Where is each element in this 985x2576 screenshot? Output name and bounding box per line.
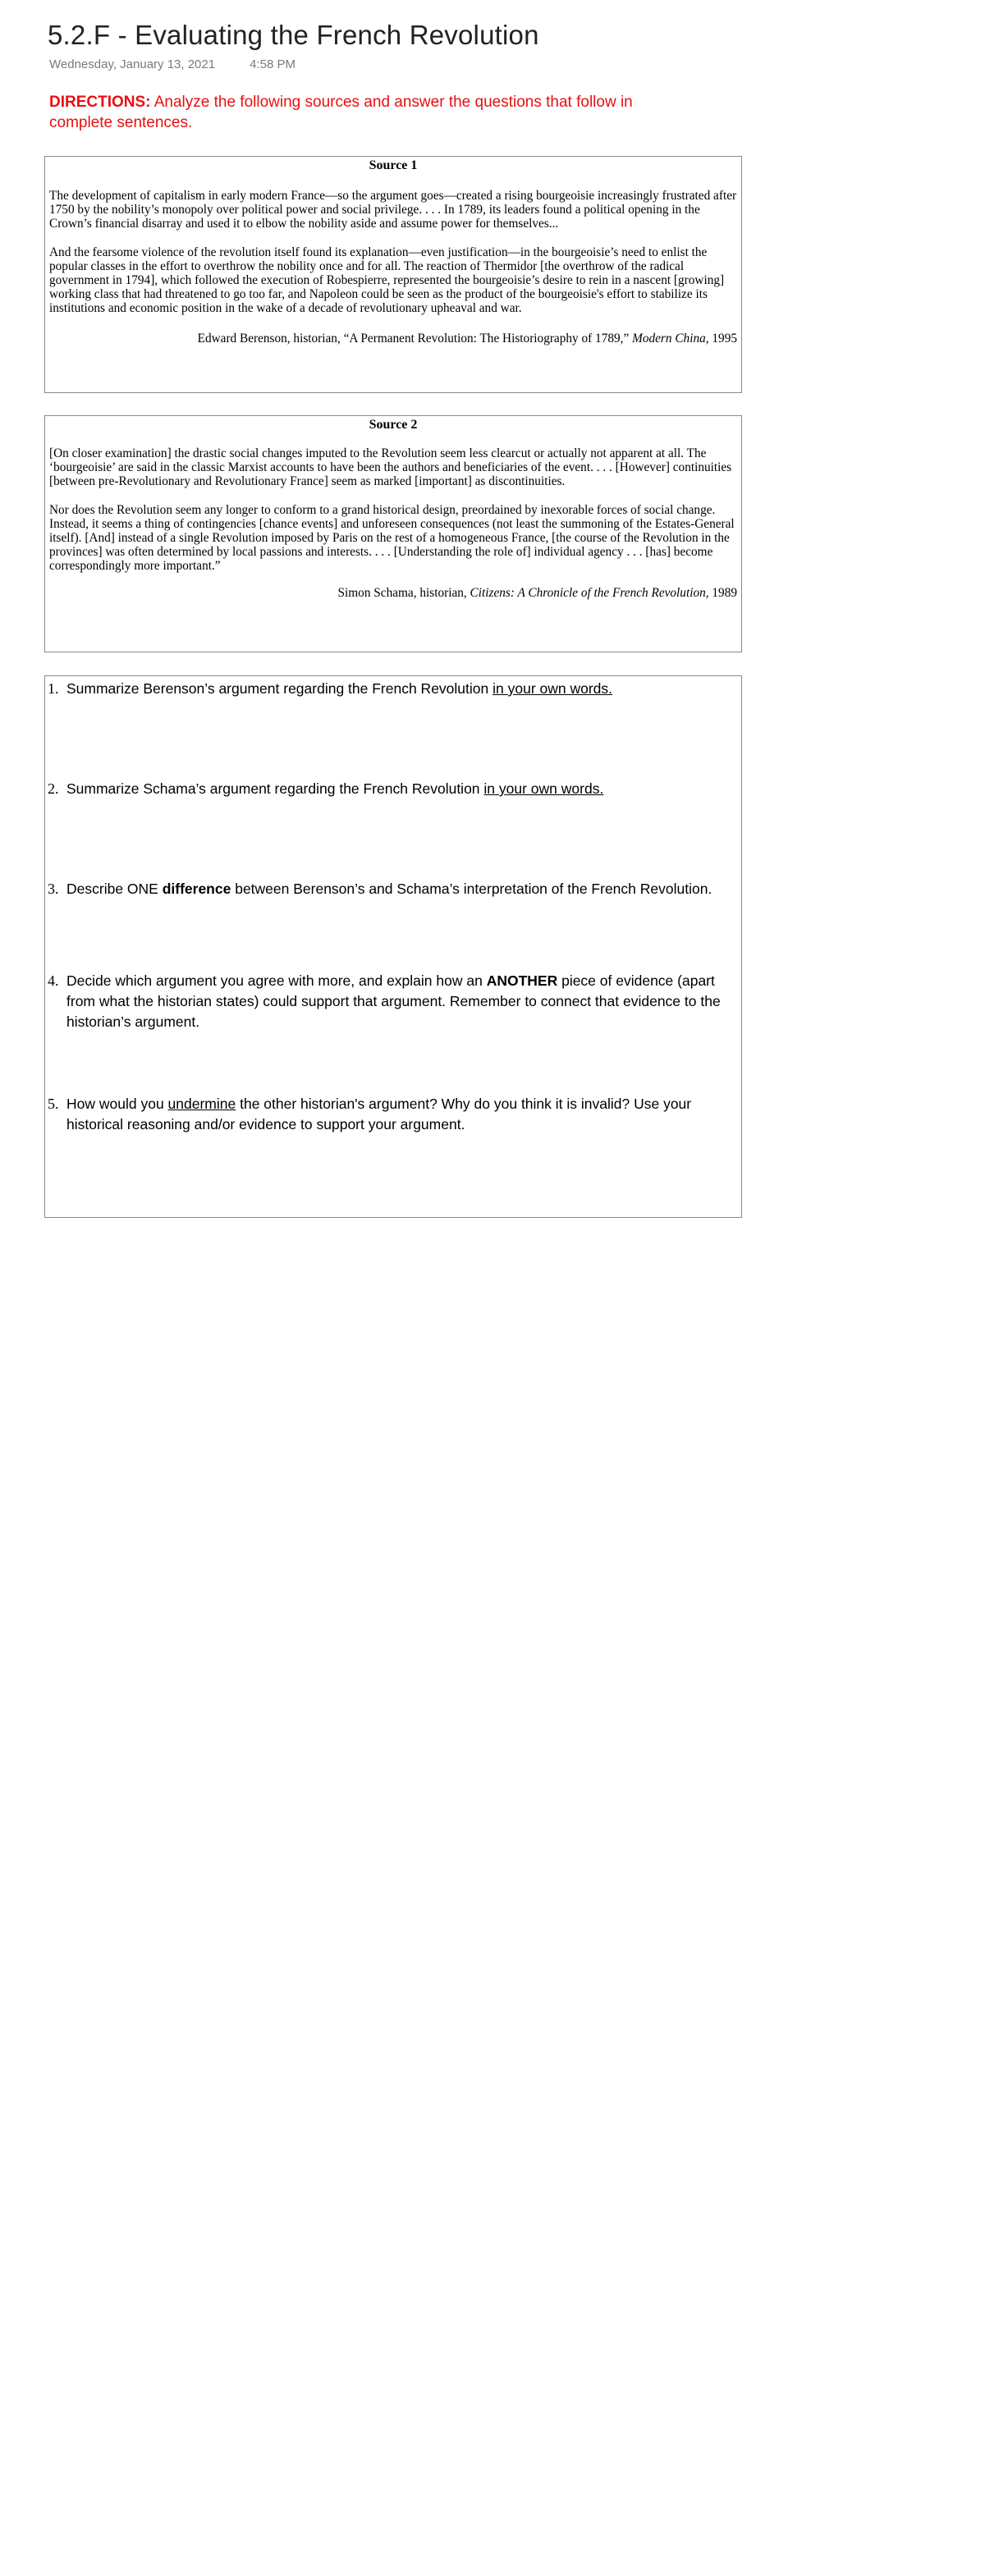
question-4-text (66, 971, 736, 1032)
source-2-citation-author: Simon Schama, historian, (337, 586, 470, 600)
question-2-number: 2. (48, 780, 59, 797)
page-date: Wednesday, January 13, 2021 (49, 57, 216, 71)
question-2-text (66, 779, 736, 799)
question-2-emphasis: in your own words. (483, 780, 604, 797)
question-1-prompt: Summarize Berenson’s argument regarding the French Revolution (66, 680, 493, 697)
source-1-citation (49, 332, 737, 345)
question-3-emphasis: difference (162, 881, 231, 897)
question-4-prompt-end: piece of evidence (apart from what the historian states) could support that argument. Remember to connect that evidence to the historian’s argument. (66, 972, 721, 1030)
source-2-paragraph-1: [On closer examination] the drastic social changes imputed to the Revolution seem less clearcut or actually not apparent at all. The ‘bourgeoisie’ are said in the classic Marxist accounts to have been the authors and beneficiaries of the event. . . . [However] continuities [between pre-Revolutionary and Revolutionary France] seem as marked [important] as discontinuities. (49, 446, 732, 488)
question-1-emphasis: in your own words. (492, 680, 613, 697)
source-2-citation-year: , 1989 (705, 586, 737, 600)
page-timestamp (49, 57, 296, 71)
source-1-citation-author: Edward Berenson, historian, “A Permanent Revolution: The Historiography of 1789,” (197, 332, 633, 345)
source-1-box (44, 156, 742, 393)
question-5 (48, 1094, 736, 1135)
source-2-box (44, 415, 742, 652)
question-4-emphasis: ANOTHER (486, 972, 558, 989)
question-4-prompt-start: Decide which argument you agree with more, and explain how an (66, 972, 487, 989)
question-1-text (66, 679, 736, 699)
question-5-number: 5. (48, 1096, 59, 1112)
questions-box[interactable] (44, 675, 742, 1218)
question-4-number: 4. (48, 972, 59, 989)
page-title: 5.2.F - Evaluating the French Revolution (48, 20, 539, 50)
source-1-citation-publication: Modern China (632, 332, 706, 345)
question-2 (48, 779, 736, 799)
directions-text: Analyze the following sources and answer the questions that follow in complete sentences. (49, 94, 633, 131)
question-5-prompt-start: How would you (66, 1096, 168, 1112)
question-5-prompt-end: the other historian's argument? Why do you think it is invalid? Use your historical reasoning and/or evidence to support your argument. (66, 1096, 692, 1132)
question-2-prompt: Summarize Schama’s argument regarding the French Revolution (66, 780, 484, 797)
source-1-citation-year: , 1995 (705, 332, 737, 345)
source-1-paragraph-1: The development of capitalism in early modern France—so the argument goes—created a rising bourgeoisie increasingly frustrated after 1750 by the nobility’s monopoly over political power and social privilege. . . . In 1789, its leaders found a political opening in the Crown’s financial disarray and used it to elbow the nobility aside and assume power for themselves... (49, 189, 737, 231)
page-time: 4:58 PM (250, 57, 296, 71)
source-2-citation (49, 586, 737, 600)
source-1-heading: Source 1 (369, 158, 418, 172)
question-3-prompt-end: between Berenson’s and Schama’s interpretation of the French Revolution. (231, 881, 712, 897)
question-3-text (66, 879, 736, 899)
question-4 (48, 971, 736, 1032)
source-1-paragraph-2: And the fearsome violence of the revolution itself found its explanation—even justification—in the bourgeoisie’s need to enlist the popular classes in the effort to overthrow the nobility once and for all. The reaction of Thermidor [the overthrow of the radical government in 1794], which followed the execution of Robespierre, represented the bourgeoisie’s desire to rein in a nascent [growing] working class that had threatened to go too far, and Napoleon could be seen as the product of the bourgeoisie's effort to stabilize its institutions and economic position in the wake of a decade of revolutionary upheaval and war. (49, 245, 725, 315)
question-5-text (66, 1094, 736, 1135)
source-2-citation-publication: Citizens: A Chronicle of the French Revolution (470, 586, 706, 600)
question-5-emphasis: undermine (167, 1096, 236, 1112)
question-1-number: 1. (48, 680, 59, 697)
source-2-heading: Source 2 (369, 418, 418, 432)
question-1 (48, 679, 736, 699)
directions-label: DIRECTIONS: (49, 94, 151, 111)
question-3-prompt-start: Describe ONE (66, 881, 163, 897)
question-3-number: 3. (48, 881, 59, 897)
source-2-paragraph-2: Nor does the Revolution seem any longer to conform to a grand historical design, preordained by inexorable forces of social change. Instead, it seems a thing of contingencies [chance events] and unforeseen consequences (not least the summoning of the Estates-General itself). [And] instead of a single Revolution imposed by Paris on the rest of a homogeneous France, [the course of the Revolution in the provinces] was often determined by local passions and interests. . . . [Understanding the role of] individual agency . . . [has] become correspondingly more important.” (49, 503, 735, 573)
directions (49, 92, 698, 133)
question-3 (48, 879, 736, 899)
